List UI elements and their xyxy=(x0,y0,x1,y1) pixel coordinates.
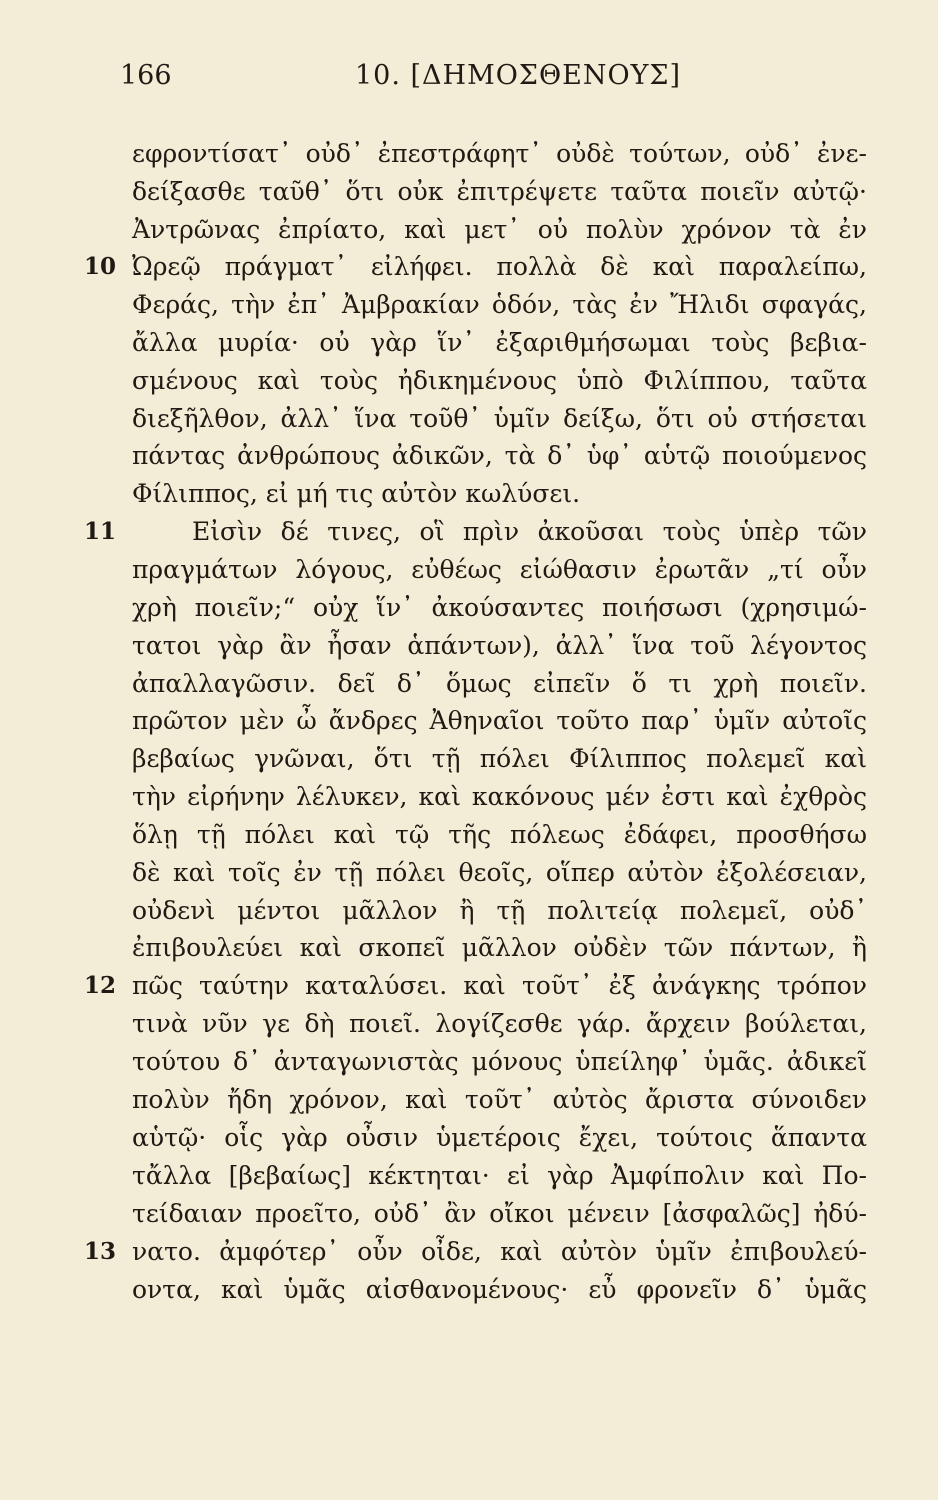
text-line: τατοι γὰρ ἂν ἦσαν ἁπάντων), ἀλλ᾽ ἵνα τοῦ λέγοντος xyxy=(132,631,867,660)
text-line: δὲ καὶ τοῖς ἐν τῇ πόλει θεοῖς, οἵπερ αὐτὸν ἐξολέσειαν, xyxy=(132,858,867,887)
text-line: τείδαιαν προεῖτο, οὐδ᾽ ἂν οἴκοι μένειν [ἀσφαλῶς] ἠδύ- xyxy=(132,1199,867,1228)
text-line: ὅλῃ τῇ πόλει καὶ τῷ τῆς πόλεως ἐδάφει, προσθήσω xyxy=(132,820,867,849)
text-line: διεξῆλθον, ἀλλ᾽ ἵνα τοῦθ᾽ ὑμῖν δείξω, ὅτι οὐ στήσεται xyxy=(132,404,867,433)
section-number: 11 xyxy=(84,518,117,545)
section-number: 12 xyxy=(84,972,117,999)
text-line: ἐπιβουλεύει καὶ σκοπεῖ μᾶλλον οὐδὲν τῶν πάντων, ἢ xyxy=(132,933,867,962)
text-line: νατο. ἀμφότερ᾽ οὖν οἶδε, καὶ αὐτὸν ὑμῖν ἐπιβουλεύ- xyxy=(132,1237,867,1266)
running-header xyxy=(0,60,938,100)
text-line: πολὺν ἤδη χρόνον, καὶ τοῦτ᾽ αὐτὸς ἄριστα σύνοιδεν xyxy=(132,1085,867,1114)
text-line: Εἰσὶν δέ τινες, οἳ πρὶν ἀκοῦσαι τοὺς ὑπὲρ τῶν xyxy=(192,517,867,546)
text-line: εφροντίσατ᾽ οὐδ᾽ ἐπεστράφητ᾽ οὐδὲ τούτων, οὐδ᾽ ἐνε- xyxy=(132,139,867,168)
text-line: οντα, καὶ ὑμᾶς αἰσθανομένους· εὖ φρονεῖν δ᾽ ὑμᾶς xyxy=(132,1275,867,1304)
text-line: Ὠρεῷ πράγματ᾽ εἰλήφει. πολλὰ δὲ καὶ παραλείπω, xyxy=(132,252,867,281)
text-line: πάντας ἀνθρώπους ἀδικῶν, τὰ δ᾽ ὑφ᾽ αὑτῷ ποιούμενος xyxy=(132,441,867,470)
text-line: δείξασθε ταῦθ᾽ ὅτι οὐκ ἐπιτρέψετε ταῦτα ποιεῖν αὐτῷ· xyxy=(132,177,867,206)
text-line: χρὴ ποιεῖν;“ οὐχ ἵν᾽ ἀκούσαντες ποιήσωσι (χρησιμώ- xyxy=(132,593,867,622)
text-line: Φίλιππος, εἰ μή τις αὐτὸν κωλύσει. xyxy=(132,479,581,508)
text-line: τινὰ νῦν γε δὴ ποιεῖ. λογίζεσθε γάρ. ἄρχειν βούλεται, xyxy=(132,1009,867,1038)
text-line: πρῶτον μὲν ὦ ἄνδρες Ἀθηναῖοι τοῦτο παρ᾽ ὑμῖν αὐτοῖς xyxy=(132,706,867,735)
section-number: 10 xyxy=(84,253,117,280)
text-line: πῶς ταύτην καταλύσει. καὶ τοῦτ᾽ ἐξ ἀνάγκης τρόπον xyxy=(132,971,867,1000)
text-line: τἄλλα [βεβαίως] κέκτηται· εἰ γὰρ Ἀμφίπολιν καὶ Πο- xyxy=(132,1161,867,1190)
text-line: τούτου δ᾽ ἀνταγωνιστὰς μόνους ὑπείληφ᾽ ὑμᾶς. ἀδικεῖ xyxy=(132,1047,867,1076)
text-line: Ἀντρῶνας ἐπρίατο, καὶ μετ᾽ οὐ πολὺν χρόνον τὰ ἐν xyxy=(132,215,867,244)
text-line: ἄλλα μυρία· οὐ γὰρ ἵν᾽ ἐξαριθμήσωμαι τοὺς βεβια- xyxy=(132,328,867,357)
text-line: τὴν εἰρήνην λέλυκεν, καὶ κακόνους μέν ἐστι καὶ ἐχθρὸς xyxy=(132,782,867,811)
section-number: 13 xyxy=(84,1238,117,1265)
text-line: σμένους καὶ τοὺς ἠδικημένους ὑπὸ Φιλίππου, ταῦτα xyxy=(132,366,867,395)
text-line: βεβαίως γνῶναι, ὅτι τῇ πόλει Φίλιππος πολεμεῖ καὶ xyxy=(132,744,867,773)
text-line: αὑτῷ· οἷς γὰρ οὖσιν ὑμετέροις ἔχει, τούτοις ἅπαντα xyxy=(132,1123,867,1152)
running-title: 10. [ΔΗΜΟΣΘΕΝΟΥΣ] xyxy=(355,60,682,91)
text-line: Φεράς, τὴν ἐπ᾽ Ἀμβρακίαν ὁδόν, τὰς ἐν Ἤλιδι σφαγάς, xyxy=(132,290,867,319)
text-line: οὐδενὶ μέντοι μᾶλλον ἢ τῇ πολιτείᾳ πολεμεῖ, οὐδ᾽ xyxy=(132,896,867,925)
page-number: 166 xyxy=(120,60,172,91)
text-line: ἀπαλλαγῶσιν. δεῖ δ᾽ ὅμως εἰπεῖν ὅ τι χρὴ ποιεῖν. xyxy=(132,669,867,698)
text-line: πραγμάτων λόγους, εὐθέως εἰώθασιν ἐρωτᾶν „τί οὖν xyxy=(132,555,867,584)
